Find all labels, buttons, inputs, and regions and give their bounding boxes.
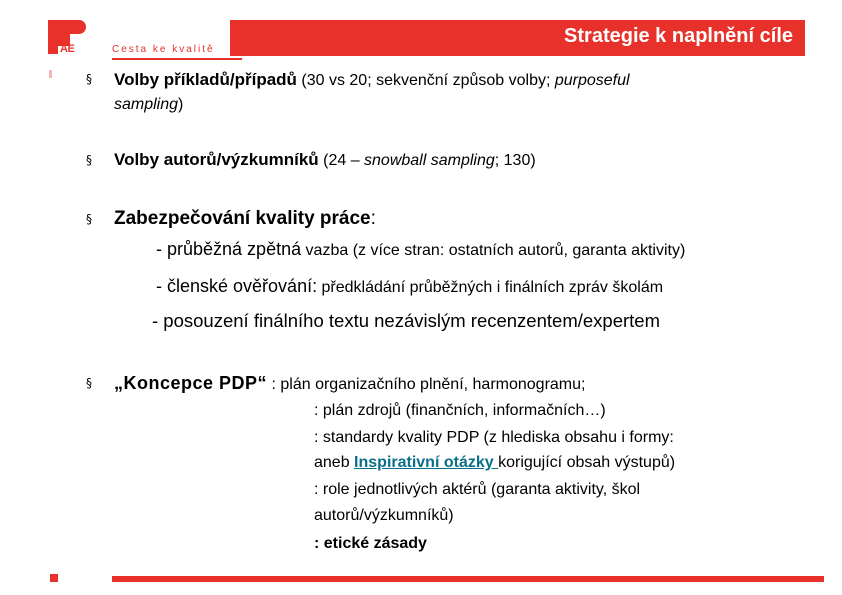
inspirativni-otazky-link[interactable]: Inspirativní otázky <box>354 454 499 471</box>
item-3-sub-2 <box>156 276 663 297</box>
item-3-colon: : <box>370 208 376 229</box>
slide-title: Strategie k naplnění cíle <box>564 25 793 47</box>
item-2-detail: (24 – <box>318 152 365 169</box>
item-1-cont: ) <box>178 96 184 113</box>
item-3-sub-1-lead: - průběžná zpětná <box>156 239 302 259</box>
item-2-line <box>114 150 536 170</box>
item-1-continuation <box>114 96 183 114</box>
footer-mark <box>50 574 58 582</box>
item-3-line <box>114 208 376 230</box>
item-1-detail: (30 vs 20; sekvenční způsob volby; <box>296 72 555 89</box>
logo-text: AE <box>60 43 75 55</box>
item-4-sub-3-post: korigující obsah výstupů) <box>498 454 676 471</box>
item-4-sub-6: : etické zásady <box>314 535 427 552</box>
bullet-icon: § <box>86 376 92 390</box>
item-4-line <box>114 373 585 394</box>
slide-title-bar <box>230 20 805 56</box>
item-4-sub-4: : role jednotlivých aktérů (garanta aktivity, škol <box>314 481 641 498</box>
item-1-line <box>114 70 630 90</box>
item-3-sub-3 <box>152 310 660 332</box>
left-accent-mark <box>49 70 52 78</box>
item-4-sub-3 <box>314 454 675 472</box>
item-3-sub-2-lead: - členské ověřování: <box>156 276 318 296</box>
footer-bar <box>112 576 824 582</box>
item-3-sub-3-lead: - posouzení finálního textu nezávislým recenzentem/expertem <box>152 310 660 331</box>
item-1-cont-italic: sampling <box>114 96 179 113</box>
item-4-detail: : plán organizačního plnění, harmonogramu; <box>267 376 586 393</box>
tagline: Cesta ke kvalitě <box>112 44 215 55</box>
bullet-icon: § <box>86 153 92 167</box>
item-4-sub-2: : standardy kvality PDP (z hlediska obsahu i formy: <box>314 429 674 446</box>
bullet-icon: § <box>86 72 92 86</box>
item-4-sub-1: : plán zdrojů (finančních, informačních…) <box>314 402 606 419</box>
ae-logo <box>48 20 108 60</box>
item-3-sub-1-rest: vazba (z více stran: ostatních autorů, garanta aktivity) <box>301 242 686 259</box>
logo-p-foot <box>48 46 58 54</box>
item-4-sub-5: autorů/výzkumníků) <box>314 507 454 524</box>
item-2-strong: Volby autorů/výzkumníků <box>114 150 319 169</box>
bullet-icon: § <box>86 212 92 226</box>
item-2-detail-italic: snowball sampling <box>364 152 495 169</box>
item-1-detail-italic: purposeful <box>554 72 630 89</box>
logo-p-bowl <box>70 20 86 34</box>
item-4-strong: „Koncepce PDP“ <box>114 373 268 393</box>
item-3-sub-1 <box>156 239 685 260</box>
item-3-strong: Zabezpečování kvality práce <box>114 208 371 229</box>
item-2-detail-end: ; 130) <box>494 152 536 169</box>
item-1-strong: Volby příkladů/případů <box>114 70 297 89</box>
item-3-sub-2-rest: předkládání průběžných i finálních zpráv školám <box>317 279 664 296</box>
header-underline <box>112 58 242 60</box>
item-4-sub-3-pre: aneb <box>314 454 355 471</box>
